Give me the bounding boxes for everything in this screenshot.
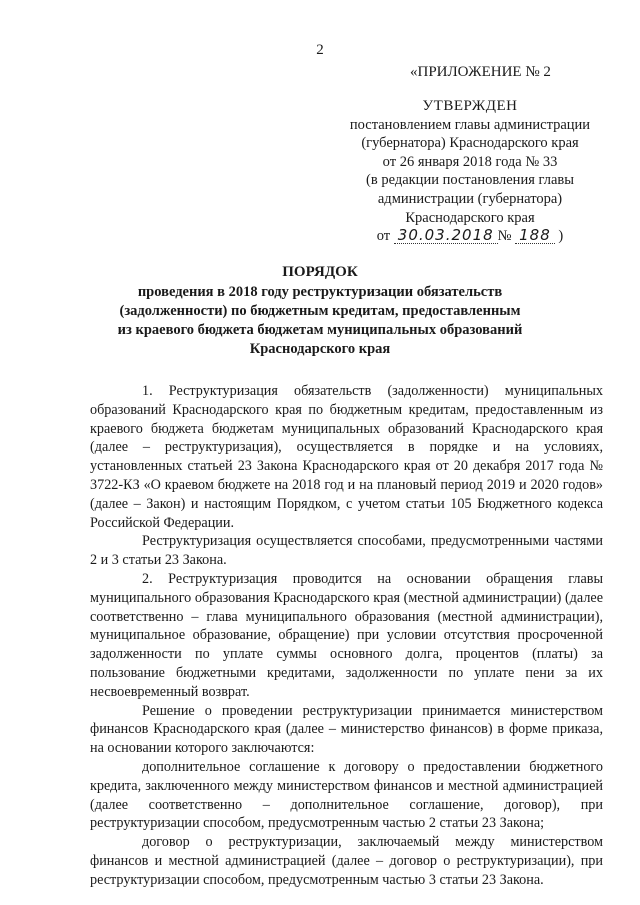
approval-line: Краснодарского края [405,209,535,226]
paragraph: Решение о проведении реструктуризации принимается министерством финансов Краснодарского края (далее – министерство финансов) в форме приказа, на основании которого заключаются: [90,702,603,757]
paragraph: 1. Реструктуризация обязательств (задолженности) муниципальных образований Краснодарского края по бюджетным кредитам, предоставленным из краевого бюджета бюджетам муниципальных образований Краснодарского края (далее – реструктуризация), осуществляется в порядке и на условиях, установленных статьей 23 Закона Краснодарского края от 20 декабря 2017 года № 3722-КЗ «О краевом бюджете на 2018 год и на плановый период 2019 и 2020 годов» (далее – Закон) и настоящим Порядком, с учетом статьи 105 Бюджетного кодекса Российской Федерации. [90,383,603,531]
appendix-label: «ПРИЛОЖЕНИЕ № 2 [410,64,551,80]
paragraph: 2. Реструктуризация проводится на основании обращения главы муниципального образования Краснодарского края (местной администрации) (далее соответственно – глава муниципального образования (местной администрации), муниципальное образование, обращение) при условии отсутствия просроченной задолженности по уплате суммы основного долга, процентов (платы) за пользование бюджетными кредитами, задолженности по уплате пени за их несвоевременный возврат. [90,570,603,700]
document-body [90,382,603,890]
paragraph: дополнительное соглашение к договору о предоставлении бюджетного кредита, заключенного между министерством финансов и местной администрацией (далее соответственно – дополнительное соглашение, договор), при реструктуризации способом, предусмотренным частью 2 статьи 23 Закона; [90,758,603,832]
approval-line: (губернатора) Краснодарского края [361,135,579,152]
title-line: (задолженности) по бюджетным кредитам, предоставленным [119,303,521,319]
closing-bracket: ) [558,228,564,245]
approval-block [340,97,600,246]
approval-line: (в редакции постановления главы [366,172,574,189]
document-title [0,263,640,359]
handwritten-number: 188 [515,227,555,244]
approval-line: администрации (губернатора) [377,190,563,207]
approval-line: постановлением главы администрации [349,116,591,133]
handwritten-date: 30.03.2018 [394,227,498,244]
page-number: 2 [316,42,324,58]
title-line: Краснодарского края [249,341,391,357]
title-main: ПОРЯДОК [282,264,358,280]
paragraph: договор о реструктуризации, заключаемый между министерством финансов и местной администрацией (далее – договор о реструктуризации), при реструктуризации способом, предусмотренным частью 3 статьи 23 Закона. [90,834,603,888]
number-sign: № [497,228,512,245]
approval-heading: УТВЕРЖДЕН [422,98,518,114]
paragraph: Реструктуризация осуществляется способами, предусмотренными частями 2 и 3 статьи 23 Закона. [90,533,603,569]
title-line: проведения в 2018 году реструктуризации обязательств [137,284,503,300]
approval-date-line [340,227,600,246]
date-prefix: от [376,228,391,245]
approval-line: от 26 января 2018 года № 33 [382,153,558,170]
title-line: из краевого бюджета бюджетам муниципальных образований [117,322,523,338]
